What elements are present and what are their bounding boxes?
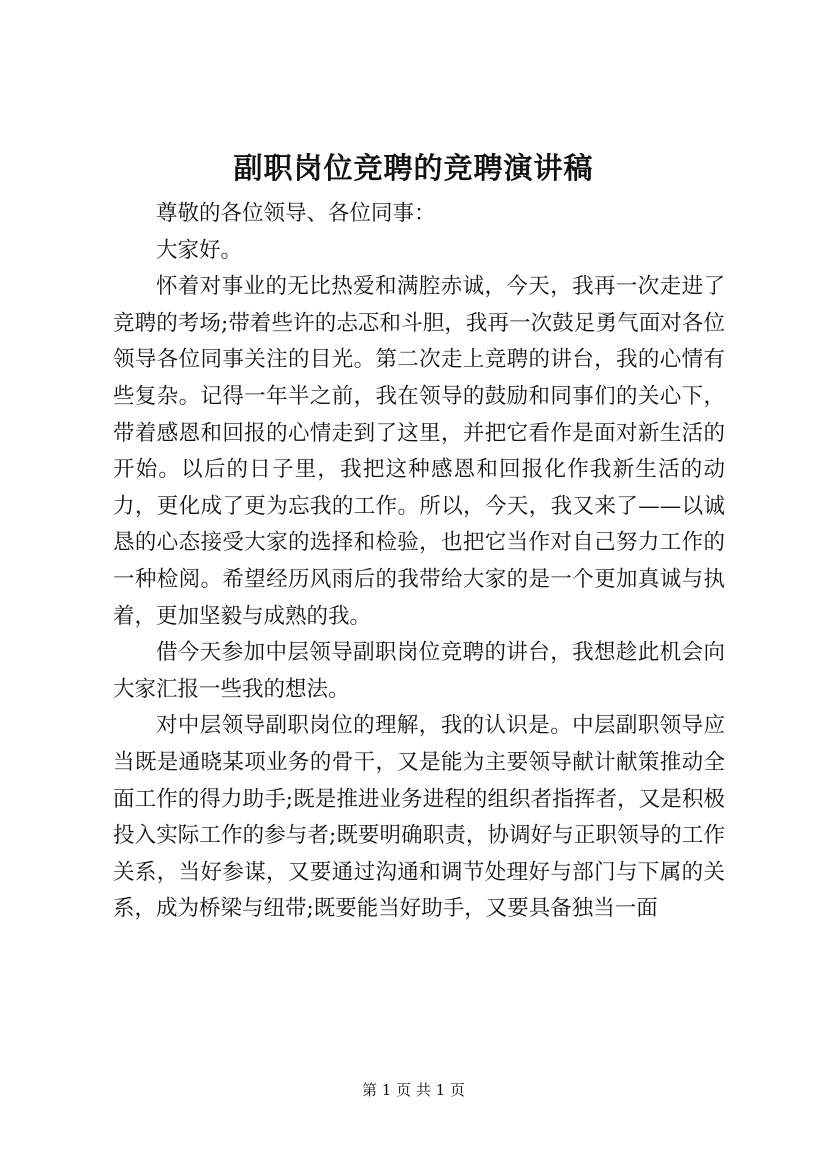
document-body [113,196,725,928]
paragraph-opening: 怀着对事业的无比热爱和满腔赤诚，今天，我再一次走进了竞聘的考场;带着些许的忐忑和斗胆，我再一次鼓足勇气面对各位领导各位同事关注的目光。第二次走上竞聘的讲台，我的心情有些复杂。记得一年半之前，我在领导的鼓励和同事们的关心下，带着感恩和回报的心情走到了这里，并把它看作是面对新生活的开始。以后的日子里，我把这种感恩和回报化作我新生活的动力，更化成了更为忘我的工作。所以，今天，我又来了——以诚恳的心态接受大家的选择和检验，也把它当作对自己努力工作的一种检阅。希望经历风雨后的我带给大家的是一个更加真诚与执着，更加坚毅与成熟的我。 [113,274,725,629]
page-footer: 第 1 页 共 1 页 [362,1081,465,1099]
paragraph-salutation: 尊敬的各位领导、各位同事： [156,201,436,226]
paragraph-greeting: 大家好。 [156,237,243,263]
paragraph-intent: 借今天参加中层领导副职岗位竞聘的讲台，我想趁此机会向大家汇报一些我的想法。 [113,640,725,702]
paragraph-understanding: 对中层领导副职岗位的理解，我的认识是。中层副职领导应当既是通晓某项业务的骨干，又是能为主要领导献计献策推动全面工作的得力助手;既是推进业务进程的组织者指挥者，又是积极投入实际工作的参与者;既要明确职责，协调好与正职领导的工作关系，当好参谋，又要通过沟通和调节处理好与部门与下属的关系，成为桥梁与纽带;既要能当好助手，又要具备独当一面 [113,713,725,922]
document-title: 副职岗位竞聘的竞聘演讲稿 [233,151,594,185]
